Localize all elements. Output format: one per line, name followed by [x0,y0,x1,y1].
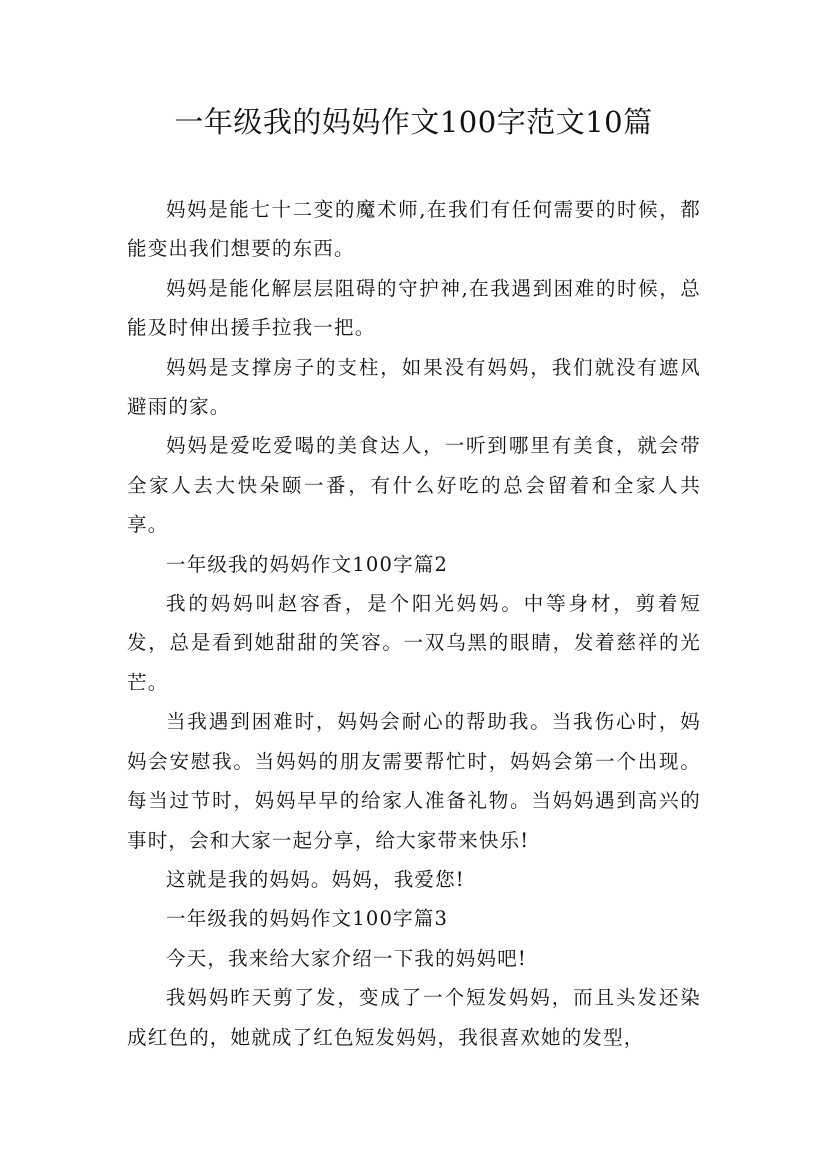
document-title: 一年级我的妈妈作文100字范文10篇 [174,105,653,139]
paragraph: 当我遇到困难时，妈妈会耐心的帮助我。当我伤心时，妈妈会安慰我。当妈妈的朋友需要帮忙时，妈妈会第一个出现。每当过节时，妈妈早早的给家人准备礼物。当妈妈遇到高兴的事时，会和大家一起分享，给大家带来快乐! [127,710,701,852]
section-heading: 一年级我的妈妈作文100字篇3 [166,907,449,931]
section-heading: 一年级我的妈妈作文100字篇2 [166,552,449,576]
paragraph: 妈妈是爱吃爱喝的美食达人，一听到哪里有美食，就会带全家人去大快朵颐一番，有什么好吃的总会留着和全家人共享。 [127,434,701,537]
paragraph: 这就是我的妈妈。妈妈，我爱您! [166,867,465,891]
paragraph: 我的妈妈叫赵容香，是个阳光妈妈。中等身材，剪着短发，总是看到她甜甜的笑容。一双乌黑的眼睛，发着慈祥的光芒。 [127,592,701,694]
paragraph: 妈妈是能化解层层阻碍的守护神,在我遇到困难的时候，总能及时伸出援手拉我一把。 [127,276,701,340]
paragraph: 妈妈是能七十二变的魔术师,在我们有任何需要的时候，都能变出我们想要的东西。 [127,198,701,261]
document-body [127,190,701,1057]
paragraph: 今天，我来给大家介绍一下我的妈妈吧! [166,946,527,970]
paragraph: 我妈妈昨天剪了发，变成了一个短发妈妈，而且头发还染成红色的，她就成了红色短发妈妈，我很喜欢她的发型， [127,986,701,1049]
paragraph: 妈妈是支撑房子的支柱，如果没有妈妈，我们就没有遮风避雨的家。 [127,355,701,419]
